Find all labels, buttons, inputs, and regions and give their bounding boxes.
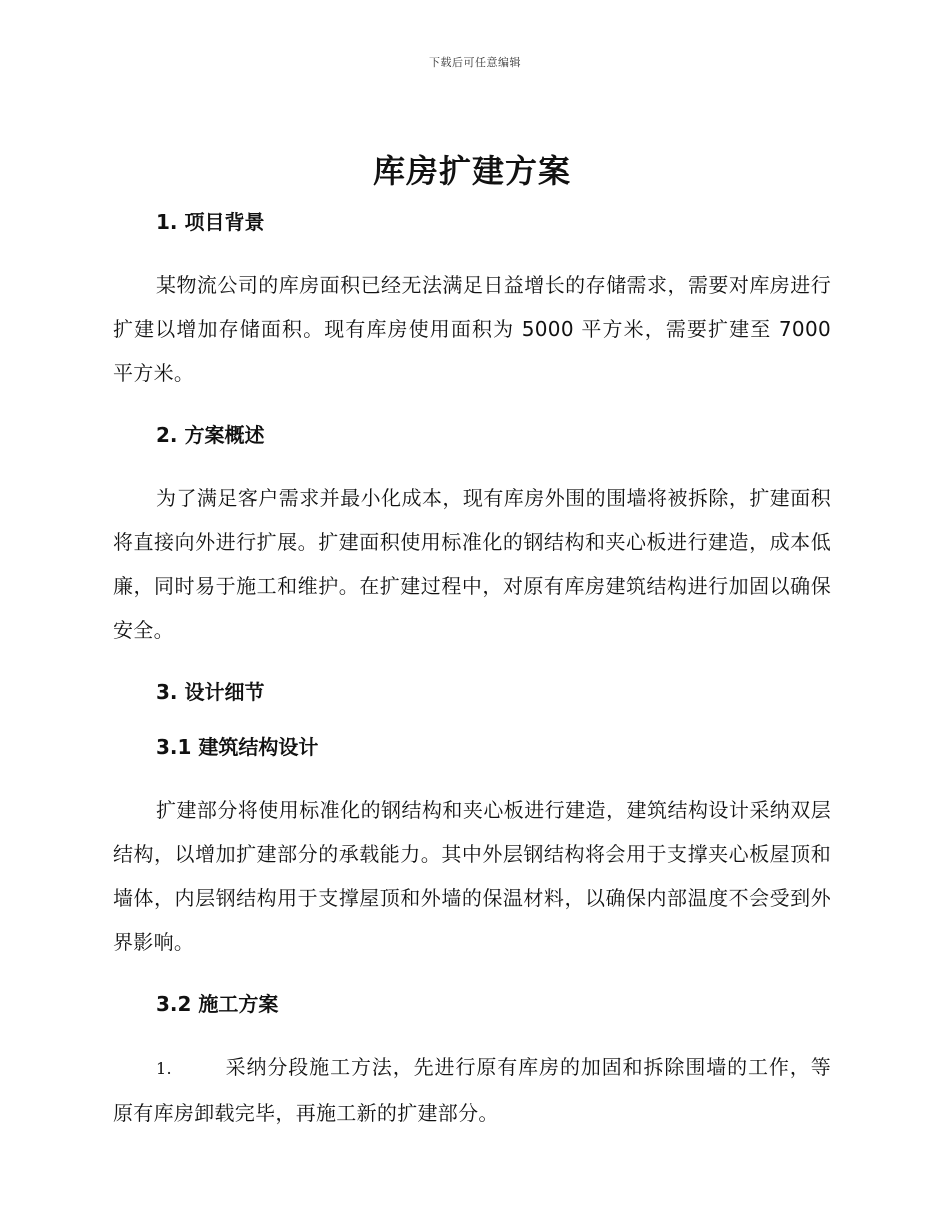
section-heading-background: 1. 项目背景 [156, 210, 265, 234]
subsection-heading-structure: 3.1 建筑结构设计 [156, 735, 319, 759]
section-paragraph-background: 某物流公司的库房面积已经无法满足日益增长的存储需求，需要对库房进行扩建以增加存储面积。现有库房使用面积为 5000 平方米，需要扩建至 7000 平方米。 [113, 273, 831, 385]
list-item-text: 采纳分段施工方法，先进行原有库房的加固和拆除围墙的工作，等原有库房卸载完毕，再施工新的扩建部分。 [113, 1055, 831, 1125]
section-heading-design: 3. 设计细节 [156, 680, 265, 704]
section-heading-overview: 2. 方案概述 [156, 423, 265, 447]
section-paragraph-overview: 为了满足客户需求并最小化成本，现有库房外围的围墙将被拆除，扩建面积将直接向外进行扩展。扩建面积使用标准化的钢结构和夹心板进行建造，成本低廉，同时易于施工和维护。在扩建过程中，对原有库房建筑结构进行加固以确保安全。 [113, 486, 831, 642]
header-note: 下载后可任意编辑 [429, 56, 521, 69]
list-item [113, 1045, 831, 1135]
list-item-number: 1. [156, 1059, 172, 1078]
subsection-paragraph-structure: 扩建部分将使用标准化的钢结构和夹心板进行建造，建筑结构设计采纳双层结构，以增加扩建部分的承载能力。其中外层钢结构将会用于支撑夹心板屋顶和墙体，内层钢结构用于支撑屋顶和外墙的保温材料，以确保内部温度不会受到外界影响。 [113, 798, 831, 954]
document-body [113, 148, 831, 1135]
subsection-heading-construction: 3.2 施工方案 [156, 992, 279, 1016]
document-title: 库房扩建方案 [372, 152, 571, 190]
